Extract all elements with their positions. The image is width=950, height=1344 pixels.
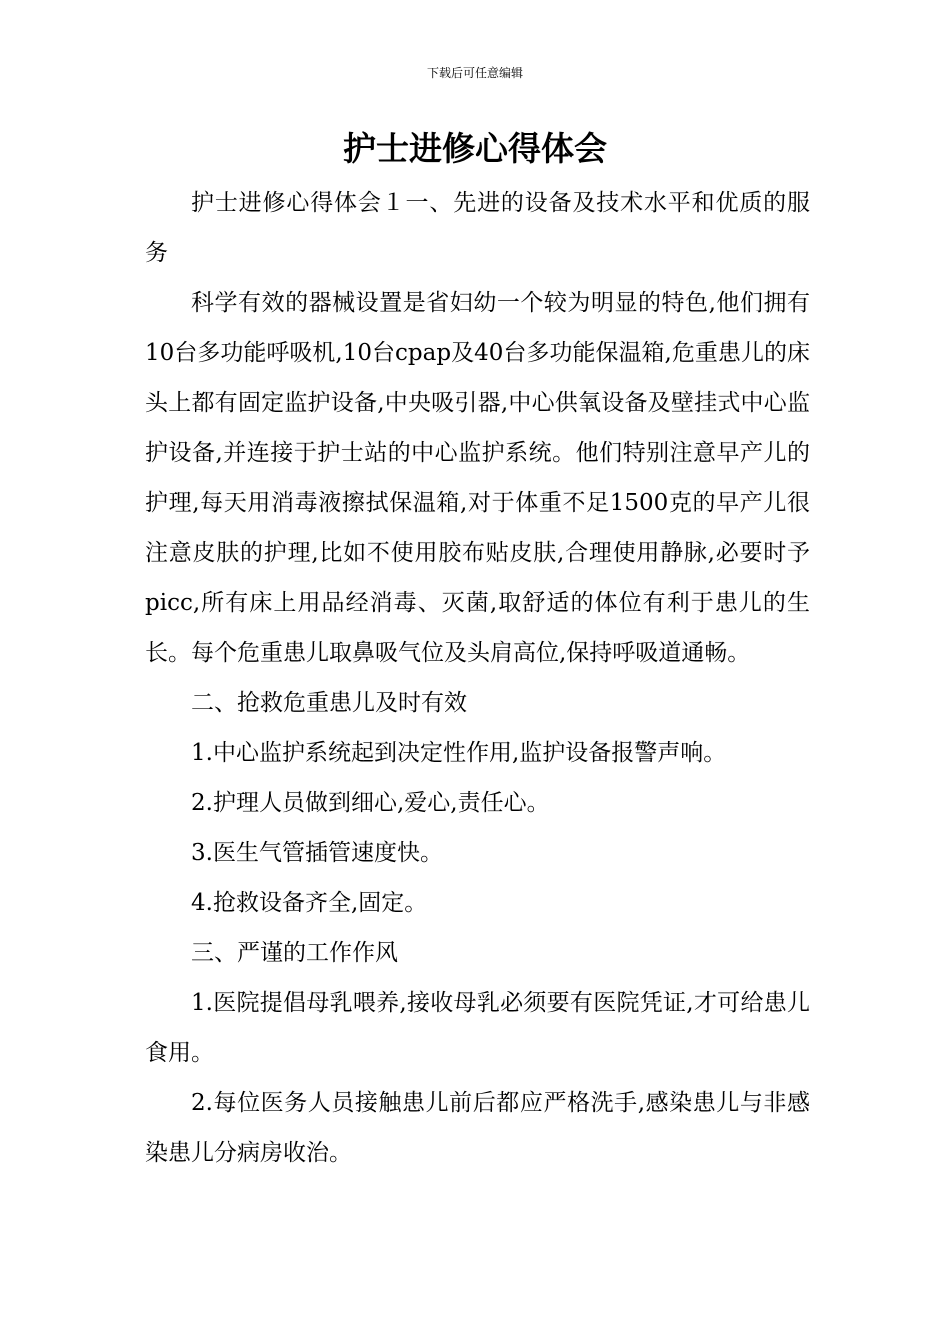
section-heading-rescue: 二、抢救危重患儿及时有效 (191, 690, 467, 716)
document-title: 护士进修心得体会 (343, 129, 607, 168)
list-item: 2.护理人员做到细心,爱心,责任心。 (191, 790, 550, 816)
list-item: 1.医院提倡母乳喂养,接收母乳必须要有医院凭证,才可给患儿食用。 (145, 990, 810, 1066)
paragraph-equipment: 科学有效的器械设置是省妇幼一个较为明显的特色,他们拥有10台多功能呼吸机,10台cpap及40台多功能保温箱,危重患儿的床头上都有固定监护设备,中央吸引器,中心供氧设备及壁挂式中心监护设备,并连接于护士站的中心监护系统。他们特别注意早产儿的护理,每天用消毒液擦拭保温箱,对于体重不足1500克的早产儿很注意皮肤的护理,比如不使用胶布贴皮肤,合理使用静脉,必要时予picc,所有床上用品经消毒、灭菌,取舒适的体位有利于患儿的生长。每个危重患儿取鼻吸气位及头肩高位,保持呼吸道通畅。 (145, 290, 810, 666)
list-item: 4.抢救设备齐全,固定。 (191, 890, 428, 916)
document-body (145, 178, 810, 1178)
list-item: 2.每位医务人员接触患儿前后都应严格洗手,感染患儿与非感染患儿分病房收治。 (145, 1090, 810, 1166)
list-item: 1.中心监护系统起到决定性作用,监护设备报警声响。 (191, 740, 727, 766)
paragraph-intro: 护士进修心得体会１一、先进的设备及技术水平和优质的服务 (145, 190, 810, 266)
section-heading-work-style: 三、严谨的工作作风 (191, 940, 398, 966)
header-note: 下载后可任意编辑 (426, 66, 523, 80)
list-item: 3.医生气管插管速度快。 (191, 840, 443, 866)
